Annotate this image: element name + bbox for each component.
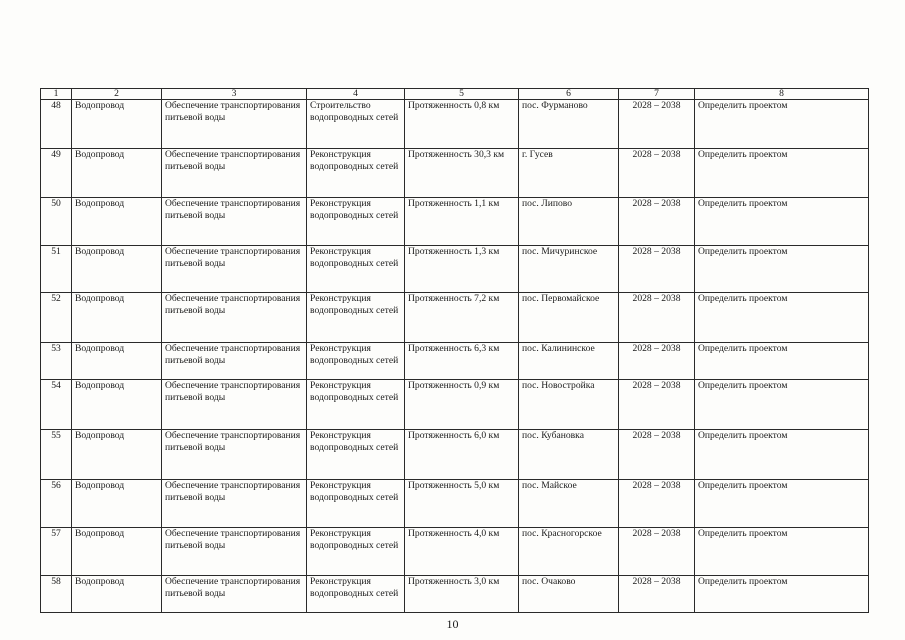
row-number: 51	[41, 246, 72, 293]
location-name: пос. Фурманово	[519, 100, 619, 149]
action-text: Реконструкция водопроводных сетей	[307, 430, 405, 480]
row-number: 58	[41, 576, 72, 613]
row-number: 49	[41, 149, 72, 198]
goal-text: Обеспечение транспортирования питьевой воды	[162, 198, 307, 246]
note-text: Определить проектом	[695, 198, 869, 246]
column-header-5: 5	[405, 89, 519, 100]
specification: Протяженность 5,0 км	[405, 480, 519, 528]
note-text: Определить проектом	[695, 576, 869, 613]
row-number: 50	[41, 198, 72, 246]
note-text: Определить проектом	[695, 528, 869, 576]
object-name: Водопровод	[72, 480, 162, 528]
specification: Протяженность 30,3 км	[405, 149, 519, 198]
object-name: Водопровод	[72, 246, 162, 293]
goal-text: Обеспечение транспортирования питьевой воды	[162, 149, 307, 198]
infrastructure-table	[40, 88, 869, 613]
location-name: пос. Новостройка	[519, 380, 619, 430]
note-text: Определить проектом	[695, 343, 869, 380]
page-number: 10	[446, 617, 459, 631]
period-text: 2028 – 2038	[619, 528, 695, 576]
goal-text: Обеспечение транспортирования питьевой воды	[162, 343, 307, 380]
period-text: 2028 – 2038	[619, 246, 695, 293]
period-text: 2028 – 2038	[619, 198, 695, 246]
table-row	[41, 293, 869, 343]
object-name: Водопровод	[72, 576, 162, 613]
object-name: Водопровод	[72, 149, 162, 198]
note-text: Определить проектом	[695, 100, 869, 149]
table-row	[41, 528, 869, 576]
period-text: 2028 – 2038	[619, 100, 695, 149]
action-text: Реконструкция водопроводных сетей	[307, 246, 405, 293]
action-text: Реконструкция водопроводных сетей	[307, 198, 405, 246]
goal-text: Обеспечение транспортирования питьевой воды	[162, 576, 307, 613]
action-text: Строительство водопроводных сетей	[307, 100, 405, 149]
column-header-6: 6	[519, 89, 619, 100]
row-number: 48	[41, 100, 72, 149]
row-number: 52	[41, 293, 72, 343]
object-name: Водопровод	[72, 528, 162, 576]
action-text: Реконструкция водопроводных сетей	[307, 380, 405, 430]
period-text: 2028 – 2038	[619, 149, 695, 198]
action-text: Реконструкция водопроводных сетей	[307, 343, 405, 380]
note-text: Определить проектом	[695, 430, 869, 480]
table-row	[41, 480, 869, 528]
action-text: Реконструкция водопроводных сетей	[307, 149, 405, 198]
column-header-4: 4	[307, 89, 405, 100]
location-name: пос. Мичуринское	[519, 246, 619, 293]
table-row	[41, 246, 869, 293]
action-text: Реконструкция водопроводных сетей	[307, 293, 405, 343]
table-row	[41, 343, 869, 380]
period-text: 2028 – 2038	[619, 343, 695, 380]
goal-text: Обеспечение транспортирования питьевой воды	[162, 380, 307, 430]
goal-text: Обеспечение транспортирования питьевой воды	[162, 528, 307, 576]
specification: Протяженность 0,8 км	[405, 100, 519, 149]
table-row	[41, 100, 869, 149]
table-row	[41, 430, 869, 480]
period-text: 2028 – 2038	[619, 430, 695, 480]
period-text: 2028 – 2038	[619, 293, 695, 343]
location-name: г. Гусев	[519, 149, 619, 198]
column-header-8: 8	[695, 89, 869, 100]
note-text: Определить проектом	[695, 149, 869, 198]
table-row	[41, 149, 869, 198]
row-number: 53	[41, 343, 72, 380]
header-row	[41, 89, 869, 100]
location-name: пос. Очаково	[519, 576, 619, 613]
table-body	[41, 100, 869, 613]
location-name: пос. Липово	[519, 198, 619, 246]
specification: Протяженность 1,3 км	[405, 246, 519, 293]
row-number: 56	[41, 480, 72, 528]
action-text: Реконструкция водопроводных сетей	[307, 528, 405, 576]
object-name: Водопровод	[72, 100, 162, 149]
goal-text: Обеспечение транспортирования питьевой воды	[162, 100, 307, 149]
location-name: пос. Красногорское	[519, 528, 619, 576]
note-text: Определить проектом	[695, 293, 869, 343]
period-text: 2028 – 2038	[619, 480, 695, 528]
object-name: Водопровод	[72, 293, 162, 343]
table-row	[41, 198, 869, 246]
column-header-3: 3	[162, 89, 307, 100]
goal-text: Обеспечение транспортирования питьевой воды	[162, 480, 307, 528]
column-header-1: 1	[41, 89, 72, 100]
goal-text: Обеспечение транспортирования питьевой воды	[162, 246, 307, 293]
specification: Протяженность 1,1 км	[405, 198, 519, 246]
specification: Протяженность 4,0 км	[405, 528, 519, 576]
note-text: Определить проектом	[695, 380, 869, 430]
period-text: 2028 – 2038	[619, 576, 695, 613]
action-text: Реконструкция водопроводных сетей	[307, 480, 405, 528]
row-number: 55	[41, 430, 72, 480]
specification: Протяженность 6,3 км	[405, 343, 519, 380]
column-header-7: 7	[619, 89, 695, 100]
object-name: Водопровод	[72, 343, 162, 380]
specification: Протяженность 6,0 км	[405, 430, 519, 480]
table-row	[41, 380, 869, 430]
period-text: 2028 – 2038	[619, 380, 695, 430]
location-name: пос. Калининское	[519, 343, 619, 380]
location-name: пос. Первомайское	[519, 293, 619, 343]
table-row	[41, 576, 869, 613]
note-text: Определить проектом	[695, 480, 869, 528]
note-text: Определить проектом	[695, 246, 869, 293]
row-number: 57	[41, 528, 72, 576]
column-header-2: 2	[72, 89, 162, 100]
goal-text: Обеспечение транспортирования питьевой воды	[162, 293, 307, 343]
object-name: Водопровод	[72, 380, 162, 430]
object-name: Водопровод	[72, 430, 162, 480]
row-number: 54	[41, 380, 72, 430]
object-name: Водопровод	[72, 198, 162, 246]
location-name: пос. Майское	[519, 480, 619, 528]
specification: Протяженность 3,0 км	[405, 576, 519, 613]
specification: Протяженность 7,2 км	[405, 293, 519, 343]
action-text: Реконструкция водопроводных сетей	[307, 576, 405, 613]
goal-text: Обеспечение транспортирования питьевой воды	[162, 430, 307, 480]
specification: Протяженность 0,9 км	[405, 380, 519, 430]
location-name: пос. Кубановка	[519, 430, 619, 480]
